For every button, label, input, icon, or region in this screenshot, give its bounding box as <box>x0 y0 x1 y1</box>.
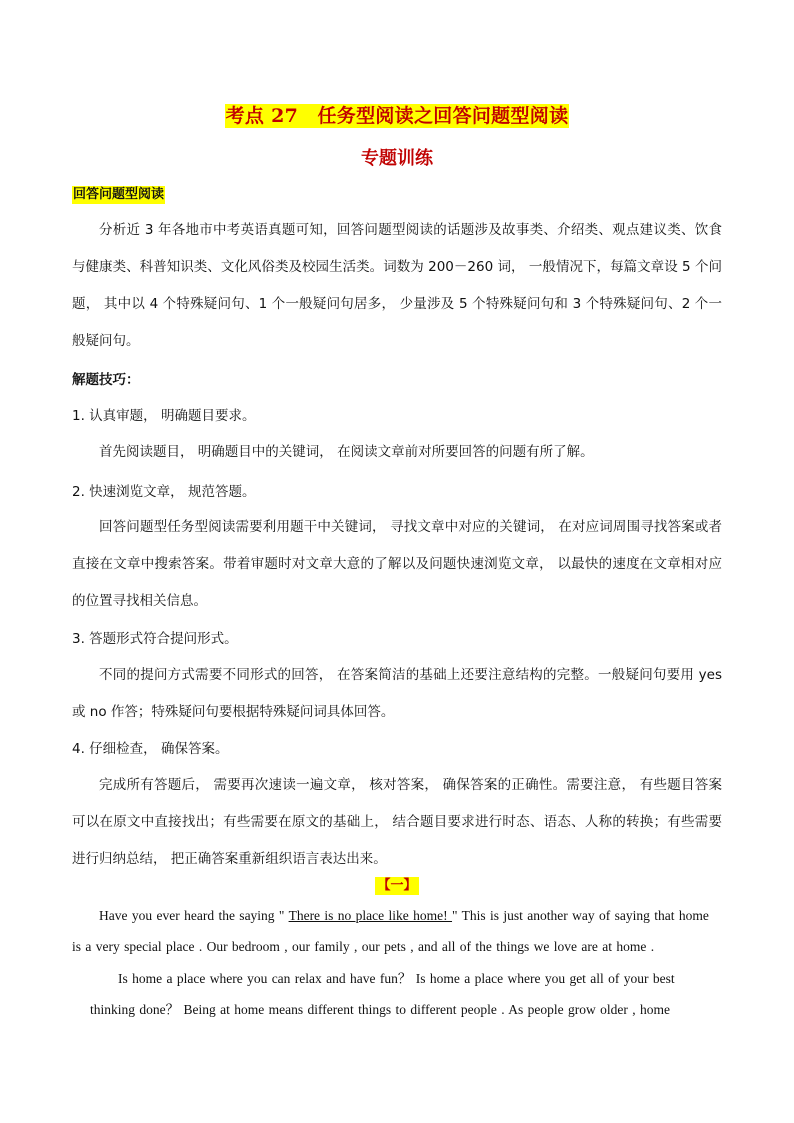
passage-line-1-start: Have you ever heard the saying " <box>99 908 289 923</box>
tip-4-body: 完成所有答题后， 需要再次速读一遍文章， 核对答案， 确保答案的正确性。需要注意， 有些题目答案可以在原文中直接找出；有些需要在原文的基础上， 结合题目要求进行时态、语态、人称的转换；有些需要进行归纳总结， 把正确答案重新组织语言表达出来。 <box>72 777 722 867</box>
section-label: 回答问题型阅读 <box>73 187 165 202</box>
subtitle-row <box>0 148 794 170</box>
quoted-saying: There is no place like home! <box>288 908 453 923</box>
passage-marker-row <box>0 874 794 895</box>
passage-line-1 <box>99 906 709 926</box>
tip-1-body: 首先阅读题目， 明确题目中的关键词， 在阅读文章前对所要回答的问题有所了解。 <box>99 444 594 460</box>
passage-line-2: is a very special place . Our bedroom , our family , our pets , and all of the things we love are at home . <box>72 939 655 954</box>
title-row <box>0 104 794 128</box>
tip-2-body: 回答问题型任务型阅读需要利用题干中关键词， 寻找文章中对应的关键词， 在对应词周围寻找答案或者直接在文章中搜索答案。带着审题时对文章大意的了解以及问题快速浏览文章， 以最快的速度在文章相对应的位置寻找相关信息。 <box>72 519 722 609</box>
passage-line-3: Is home a place where you can relax and have fun？ Is home a place where you get all of your best <box>118 971 675 986</box>
tip-1-heading: 1. 认真审题， 明确题目要求。 <box>72 408 256 424</box>
page-subtitle: 专题训练 <box>361 148 433 169</box>
intro-paragraph: 分析近 3 年各地市中考英语真题可知，回答问题型阅读的话题涉及故事类、介绍类、观点建议类、饮食与健康类、科普知识类、文化风俗类及校园生活类。词数为 200－260 词， 一般情况下，每篇文章设 5 个问题， 其中以 4 个特殊疑问句、1 个一般疑问句居多， 少量涉及 5 个特殊疑问句和 3 个特殊疑问句、2 个一般疑问句。 <box>72 222 722 349</box>
tips-heading: 解题技巧： <box>72 372 140 388</box>
tip-3-heading: 3. 答题形式符合提问形式。 <box>72 631 238 647</box>
tip-4-heading: 4. 仔细检查， 确保答案。 <box>72 741 229 757</box>
page-title: 考点 27 任务型阅读之回答问题型阅读 <box>225 105 569 127</box>
tip-2-heading: 2. 快速浏览文章， 规范答题。 <box>72 484 256 500</box>
passage-marker: 【一】 <box>377 878 417 893</box>
tip-3-body: 不同的提问方式需要不同形式的回答， 在答案简洁的基础上还要注意结构的完整。一般疑问句要用 yes 或 no 作答；特殊疑问句要根据特殊疑问词具体回答。 <box>72 667 722 720</box>
passage-line-4: thinking done？ Being at home means different things to different people . As people grow older , home <box>90 1002 671 1017</box>
passage-line-1-end: " This is just another way of saying that home <box>452 908 709 923</box>
